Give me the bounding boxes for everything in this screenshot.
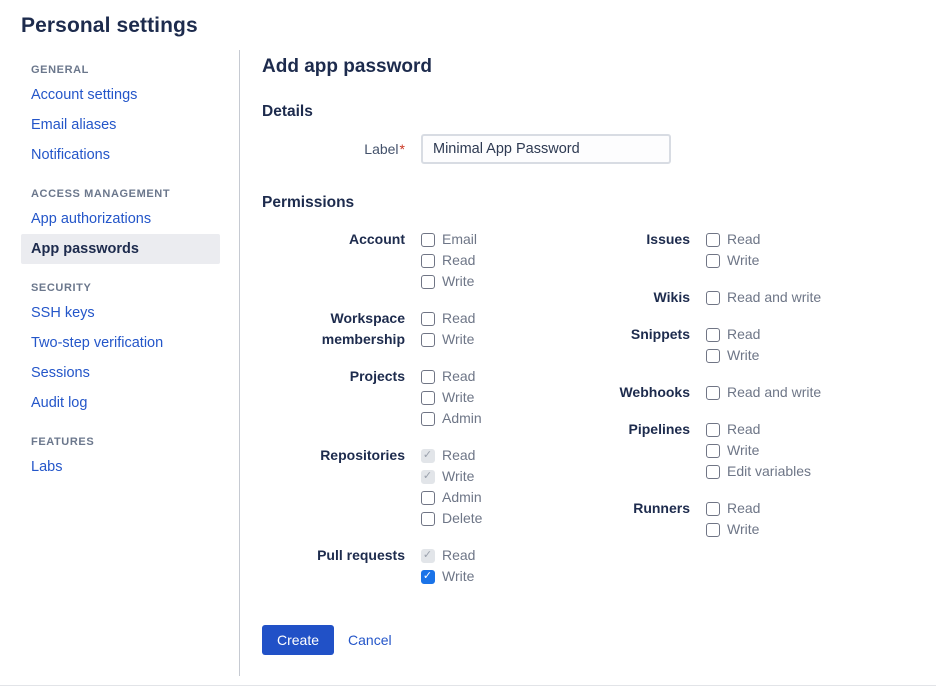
checkbox-option-workspace-membership-write[interactable]	[421, 329, 475, 350]
checkbox-icon[interactable]	[706, 423, 720, 437]
checkbox-label: Read	[442, 368, 476, 384]
checkbox-option-workspace-membership-read[interactable]	[421, 308, 475, 329]
checkbox-icon[interactable]	[706, 328, 720, 342]
sidebar-item-two-step-verification[interactable]: Two-step verification	[31, 335, 164, 351]
checkbox-label: Delete	[442, 510, 483, 526]
checkbox-icon[interactable]	[706, 502, 720, 516]
perm-options	[421, 229, 477, 292]
checkbox-label: Read	[442, 310, 476, 326]
checkbox-option-projects-read[interactable]	[421, 366, 482, 387]
perm-group-snippets	[560, 324, 821, 366]
perm-group-label: Runners	[633, 500, 690, 516]
perm-group-wikis	[560, 287, 821, 308]
perm-group-account	[262, 229, 560, 292]
settings-sidebar	[0, 50, 240, 676]
permissions-grid	[262, 229, 936, 603]
checkbox-icon[interactable]	[706, 465, 720, 479]
sidebar-section-header: ACCESS MANAGEMENT	[31, 188, 171, 200]
checkbox-label: Email	[442, 231, 478, 247]
checkbox-icon[interactable]	[421, 491, 435, 505]
checkbox-icon[interactable]	[421, 333, 435, 347]
checkbox-option-repositories-read	[421, 445, 482, 466]
perm-options	[706, 287, 821, 308]
perm-group-label: Pipelines	[628, 421, 690, 437]
sidebar-section-header: SECURITY	[31, 282, 92, 294]
checkbox-label: Read	[727, 326, 761, 342]
perm-options	[706, 324, 760, 366]
perm-group-issues	[560, 229, 821, 271]
checkbox-option-issues-write[interactable]	[706, 250, 760, 271]
label-field-label	[262, 141, 405, 157]
checkbox-icon[interactable]	[421, 254, 435, 268]
checkbox-option-pipelines-read[interactable]	[706, 419, 811, 440]
perm-group-repositories	[262, 445, 560, 529]
checkbox-option-snippets-read[interactable]	[706, 324, 760, 345]
checkbox-option-snippets-write[interactable]	[706, 345, 760, 366]
checkbox-icon[interactable]	[421, 512, 435, 526]
perm-group-label: Issues	[646, 231, 690, 247]
perm-options	[421, 366, 482, 429]
checkbox-icon[interactable]	[706, 444, 720, 458]
checkbox-icon[interactable]	[421, 570, 435, 584]
sidebar-section-general	[21, 60, 239, 170]
checkbox-label: Read	[727, 421, 761, 437]
page-title: Personal settings	[21, 14, 198, 37]
create-button[interactable]: Create	[262, 625, 334, 655]
sidebar-item-app-authorizations[interactable]: App authorizations	[31, 211, 152, 227]
label-field-row	[262, 134, 936, 164]
checkbox-option-repositories-delete[interactable]	[421, 508, 482, 529]
checkbox-label: Write	[727, 521, 760, 537]
perm-group-label: Snippets	[630, 326, 690, 342]
sidebar-section-header: GENERAL	[31, 64, 89, 76]
sidebar-item-labs[interactable]: Labs	[31, 459, 63, 475]
checkbox-label: Write	[442, 273, 475, 289]
checkbox-option-wikis-read-and-write[interactable]	[706, 287, 821, 308]
sidebar-item-ssh-keys[interactable]: SSH keys	[31, 305, 95, 321]
perm-group-label: Webhooks	[619, 384, 690, 400]
label-text: Label	[364, 141, 399, 157]
checkbox-label: Write	[442, 568, 475, 584]
page-body	[0, 50, 936, 676]
sidebar-section-security	[21, 278, 239, 418]
checkbox-icon	[421, 449, 435, 463]
perm-group-pull-requests	[262, 545, 560, 587]
perm-group-label: Wikis	[653, 289, 690, 305]
checkbox-icon[interactable]	[421, 233, 435, 247]
checkbox-icon[interactable]	[706, 254, 720, 268]
checkbox-label: Write	[727, 442, 760, 458]
checkbox-icon[interactable]	[421, 275, 435, 289]
checkbox-option-pipelines-edit-variables[interactable]	[706, 461, 811, 482]
checkbox-option-pipelines-write[interactable]	[706, 440, 811, 461]
checkbox-label: Edit variables	[727, 463, 812, 479]
sidebar-item-notifications[interactable]: Notifications	[31, 147, 110, 163]
checkbox-icon[interactable]	[706, 291, 720, 305]
checkbox-option-account-email[interactable]	[421, 229, 477, 250]
perm-group-runners	[560, 498, 821, 540]
checkbox-label: Read	[727, 231, 761, 247]
checkbox-label: Read	[442, 547, 476, 563]
checkbox-label: Write	[727, 347, 760, 363]
checkbox-icon	[421, 470, 435, 484]
checkbox-icon[interactable]	[421, 412, 435, 426]
details-heading: Details	[262, 103, 313, 120]
checkbox-label: Write	[442, 389, 475, 405]
perm-group-workspace-membership	[262, 308, 560, 350]
perm-options	[706, 382, 821, 403]
perm-options	[706, 498, 760, 540]
sidebar-section-access-management	[21, 184, 239, 264]
checkbox-option-pull-requests-write[interactable]	[421, 566, 475, 587]
permissions-col-1	[262, 229, 560, 603]
perm-options	[421, 308, 475, 350]
sidebar-section-header: FEATURES	[31, 436, 95, 448]
perm-group-projects	[262, 366, 560, 429]
checkbox-label: Read and write	[727, 384, 822, 400]
perm-group-label: Workspace membership	[321, 310, 405, 347]
checkbox-label: Read and write	[727, 289, 822, 305]
sidebar-item-account-settings[interactable]: Account settings	[31, 87, 138, 103]
checkbox-option-runners-read[interactable]	[706, 498, 760, 519]
checkbox-label: Admin	[442, 489, 482, 505]
checkbox-option-repositories-write	[421, 466, 482, 487]
perm-group-label: Pull requests	[317, 547, 405, 563]
checkbox-label: Admin	[442, 410, 482, 426]
checkbox-label: Read	[442, 252, 476, 268]
form-heading: Add app password	[262, 56, 432, 77]
sidebar-item-email-aliases[interactable]: Email aliases	[31, 117, 117, 133]
checkbox-icon	[421, 549, 435, 563]
checkbox-icon[interactable]	[421, 370, 435, 384]
checkbox-option-projects-admin[interactable]	[421, 408, 482, 429]
checkbox-label: Write	[442, 468, 475, 484]
sidebar-section-features	[21, 432, 239, 482]
sidebar-item-audit-log[interactable]: Audit log	[31, 395, 88, 411]
checkbox-option-repositories-admin[interactable]	[421, 487, 482, 508]
checkbox-option-issues-read[interactable]	[706, 229, 760, 250]
checkbox-label: Read	[442, 447, 476, 463]
required-marker: *	[399, 141, 405, 157]
checkbox-icon[interactable]	[706, 349, 720, 363]
checkbox-option-projects-write[interactable]	[421, 387, 482, 408]
checkbox-option-pull-requests-read	[421, 545, 475, 566]
permissions-heading: Permissions	[262, 194, 355, 211]
perm-options	[421, 445, 482, 529]
perm-group-label: Account	[349, 231, 405, 247]
perm-group-label: Projects	[349, 368, 405, 384]
permissions-col-2	[560, 229, 821, 556]
checkbox-option-runners-write[interactable]	[706, 519, 760, 540]
sidebar-item-sessions[interactable]: Sessions	[31, 365, 90, 381]
checkbox-option-account-read[interactable]	[421, 250, 477, 271]
perm-options	[706, 229, 760, 271]
cancel-link[interactable]: Cancel	[348, 632, 392, 648]
form-actions	[262, 625, 936, 655]
perm-group-webhooks	[560, 382, 821, 403]
sidebar-item-app-passwords[interactable]: App passwords	[21, 234, 220, 264]
checkbox-icon[interactable]	[706, 523, 720, 537]
checkbox-label: Write	[727, 252, 760, 268]
checkbox-icon[interactable]	[706, 233, 720, 247]
perm-options	[706, 419, 811, 482]
label-input[interactable]	[421, 134, 671, 164]
checkbox-icon[interactable]	[706, 386, 720, 400]
main-content	[240, 50, 936, 676]
checkbox-option-account-write[interactable]	[421, 271, 477, 292]
perm-group-label: Repositories	[320, 447, 405, 463]
checkbox-icon[interactable]	[421, 391, 435, 405]
checkbox-label: Read	[727, 500, 761, 516]
perm-group-pipelines	[560, 419, 821, 482]
perm-options	[421, 545, 475, 587]
checkbox-label: Write	[442, 331, 475, 347]
checkbox-icon[interactable]	[421, 312, 435, 326]
checkbox-option-webhooks-read-and-write[interactable]	[706, 382, 821, 403]
